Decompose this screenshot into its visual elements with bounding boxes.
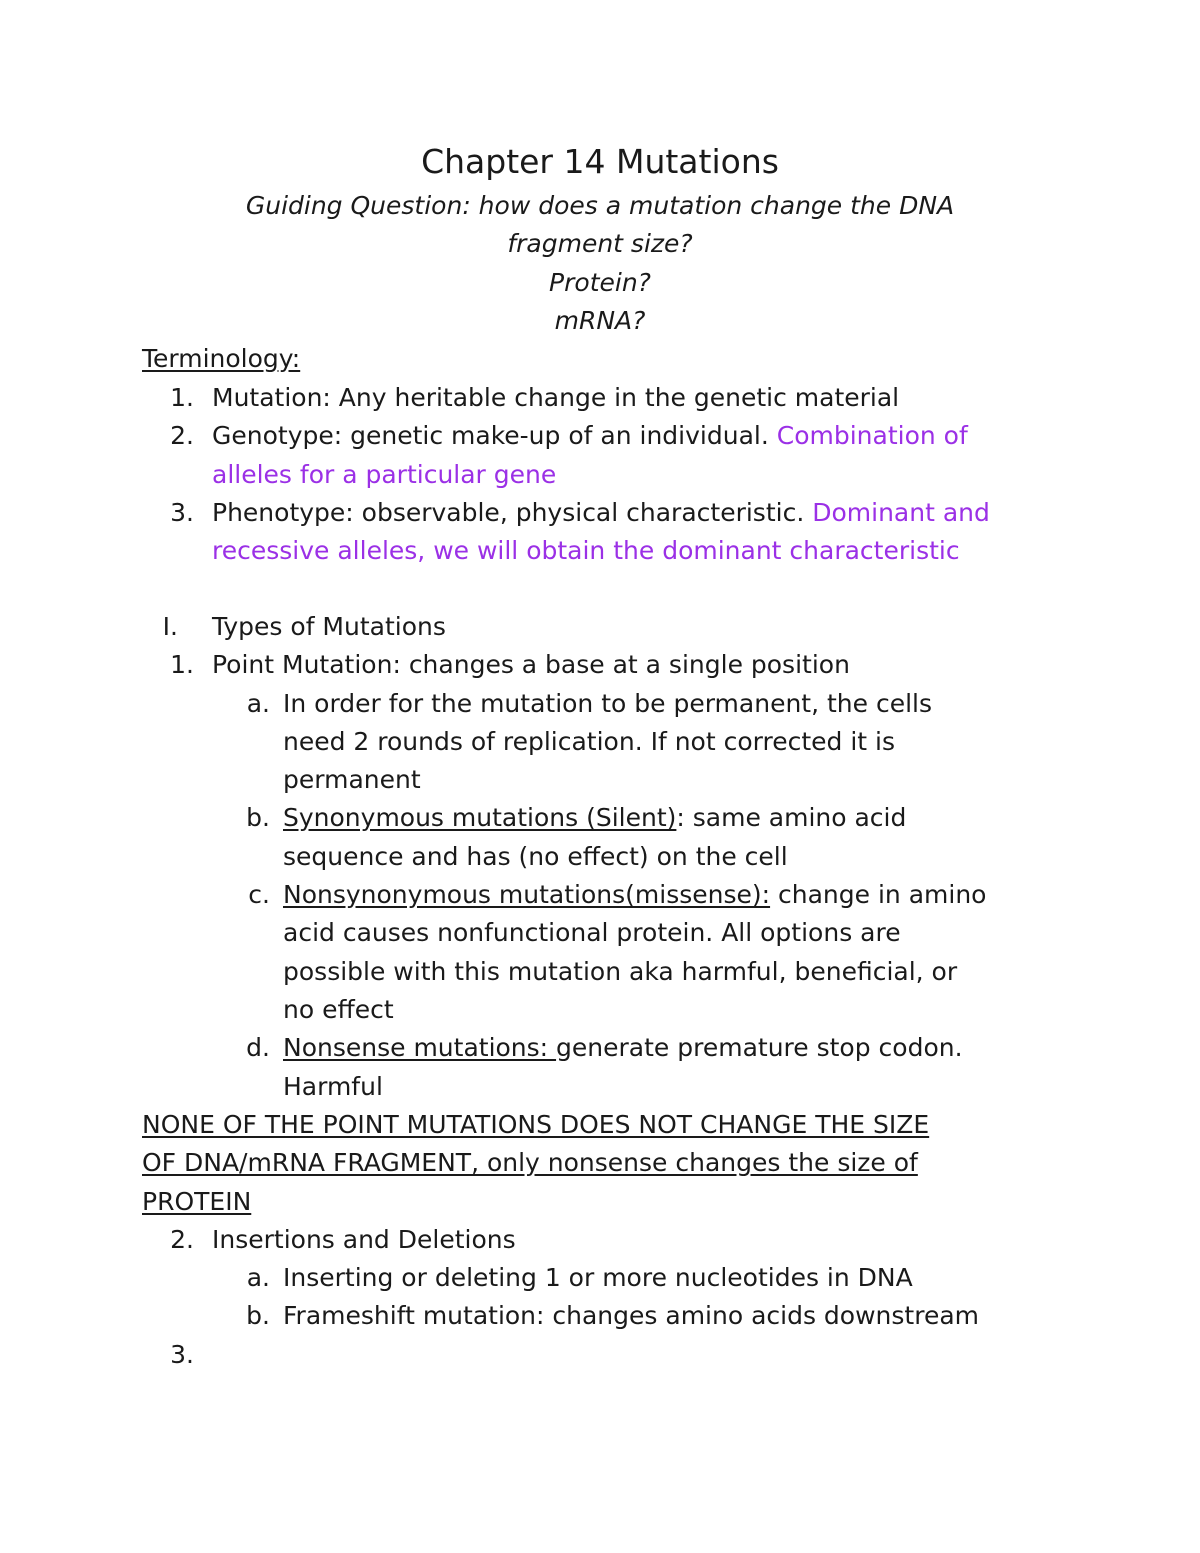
indel-subitem-marker-a: a. [246, 1263, 270, 1292]
guiding-question-line-3: Protein? [549, 268, 651, 297]
phenotype-note-line-2: recessive alleles, we will obtain the dominant characteristic [212, 536, 960, 565]
subitem-c-line-2: acid causes nonfunctional protein. All options are [283, 918, 901, 947]
indel-subitem-marker-b: b. [246, 1301, 270, 1330]
terminology-marker-2: 2. [170, 421, 194, 450]
nonsense-term: Nonsense mutations: [283, 1033, 557, 1062]
guiding-question-line-1: Guiding Question: how does a mutation change the DNA [245, 191, 955, 220]
subitem-a-line-3: permanent [283, 765, 421, 794]
terminology-marker-1: 1. [170, 383, 194, 412]
subitem-marker-d: d. [246, 1033, 270, 1062]
insertions-deletions-marker: 2. [170, 1225, 194, 1254]
indel-subitem-a: Inserting or deleting 1 or more nucleotides in DNA [283, 1263, 913, 1292]
subitem-a-line-1: In order for the mutation to be permanent, the cells [283, 689, 933, 718]
empty-item-marker-3: 3. [170, 1340, 194, 1369]
point-mutation-note-line-2: OF DNA/mRNA FRAGMENT, only nonsense changes the size of [142, 1148, 918, 1177]
phenotype-note-line-1: Dominant and [812, 498, 990, 527]
point-mutation-marker: 1. [170, 650, 194, 679]
subitem-marker-b: b. [246, 803, 270, 832]
indel-subitem-b: Frameshift mutation: changes amino acids downstream [283, 1301, 979, 1330]
terminology-heading: Terminology: [142, 344, 301, 373]
terminology-item-genotype [212, 417, 968, 455]
subitem-marker-a: a. [246, 689, 270, 718]
phenotype-definition: Phenotype: observable, physical characteristic. [212, 498, 813, 527]
page-title: Chapter 14 Mutations [421, 142, 779, 181]
subitem-b-line-2: sequence and has (no effect) on the cell [283, 842, 788, 871]
nonsense-definition: generate premature stop codon. [556, 1033, 963, 1062]
point-mutation-item: Point Mutation: changes a base at a single position [212, 650, 850, 679]
genotype-definition: Genotype: genetic make-up of an individual. [212, 421, 777, 450]
guiding-question-line-4: mRNA? [554, 306, 646, 335]
subitem-b-line-1 [283, 799, 906, 837]
subitem-d-line-1 [283, 1029, 963, 1067]
subitem-a-line-2: need 2 rounds of replication. If not corrected it is [283, 727, 895, 756]
terminology-item-phenotype [212, 494, 990, 532]
section-marker-roman-1: I. [162, 612, 178, 641]
subitem-c-line-4: no effect [283, 995, 394, 1024]
genotype-note-line-2: alleles for a particular gene [212, 460, 557, 489]
genotype-note-line-1: Combination of [776, 421, 968, 450]
subitem-d-line-2: Harmful [283, 1072, 383, 1101]
subitem-marker-c: c. [248, 880, 270, 909]
terminology-marker-3: 3. [170, 498, 194, 527]
guiding-question-line-2: fragment size? [507, 229, 693, 258]
synonymous-term: Synonymous mutations (Silent) [283, 803, 677, 832]
synonymous-definition: : same amino acid [676, 803, 907, 832]
nonsynonymous-term: Nonsynonymous mutations(missense): [283, 880, 771, 909]
subitem-c-line-3: possible with this mutation aka harmful, beneficial, or [283, 957, 958, 986]
nonsynonymous-definition: change in amino [770, 880, 987, 909]
terminology-item-mutation: Mutation: Any heritable change in the genetic material [212, 383, 900, 412]
insertions-deletions-item: Insertions and Deletions [212, 1225, 516, 1254]
point-mutation-note-line-3: PROTEIN [142, 1187, 252, 1216]
section-heading-types-of-mutations: Types of Mutations [212, 612, 446, 641]
point-mutation-note-line-1: NONE OF THE POINT MUTATIONS DOES NOT CHANGE THE SIZE [142, 1110, 930, 1139]
subitem-c-line-1 [283, 876, 986, 914]
